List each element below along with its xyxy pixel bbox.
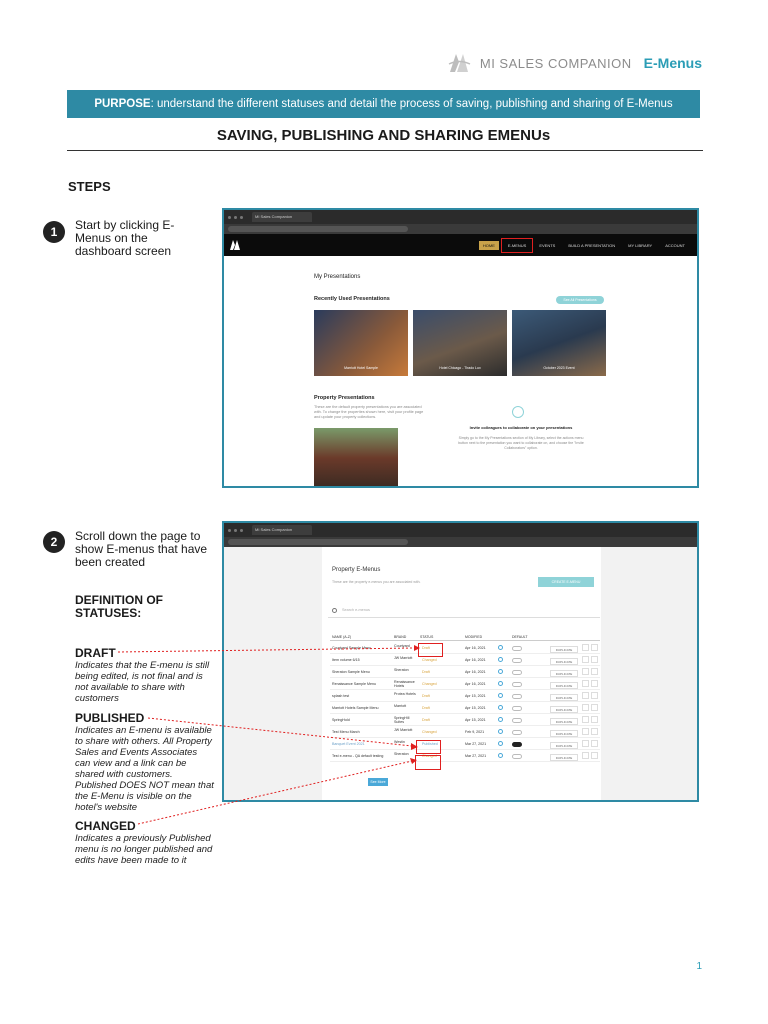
- table-row[interactable]: [330, 714, 600, 726]
- page-title: SAVING, PUBLISHING AND SHARING EMENUs: [216, 127, 551, 144]
- edit-icon[interactable]: [582, 704, 589, 711]
- create-emenu-button[interactable]: CREATE E-MENU: [538, 577, 594, 587]
- table-row[interactable]: [330, 738, 600, 750]
- row-modified: Apr 15, 2021: [465, 694, 486, 698]
- duplicate-button[interactable]: DUPLICATE: [550, 706, 578, 713]
- edit-icon[interactable]: [582, 680, 589, 687]
- status-published-name: PUBLISHED: [75, 711, 145, 725]
- info-icon[interactable]: [498, 705, 503, 710]
- purpose-bar: [67, 90, 700, 118]
- more-icon[interactable]: [591, 680, 598, 687]
- table-row[interactable]: [330, 654, 600, 666]
- browser-urlbar: [224, 224, 697, 234]
- duplicate-button[interactable]: DUPLICATE: [550, 730, 578, 737]
- presentation-thumb-1[interactable]: Marriott Hotel Sample: [314, 310, 408, 376]
- table-header: [330, 631, 600, 641]
- edit-icon[interactable]: [582, 740, 589, 747]
- more-icon[interactable]: [591, 704, 598, 711]
- status-changed-name: CHANGED: [75, 819, 136, 833]
- row-modified: Feb 9, 2021: [465, 730, 485, 734]
- row-name[interactable]: Test Menu March: [332, 730, 360, 734]
- table-row[interactable]: [330, 678, 600, 690]
- browser-urlbar: [224, 537, 697, 547]
- row-modified: Apr 15, 2021: [465, 706, 486, 710]
- default-toggle[interactable]: [512, 682, 522, 687]
- row-brand: SpringHill Suites: [394, 716, 410, 724]
- steps-heading: STEPS: [68, 179, 111, 194]
- row-modified: Apr 16, 2021: [465, 658, 486, 662]
- default-toggle[interactable]: [512, 646, 522, 651]
- row-name[interactable]: Marriott Hotels Sample Menu: [332, 706, 379, 710]
- step-2-number: 2: [43, 531, 65, 553]
- property-presentations-text: These are the default property presentations you are associated with. To change the properties shown here, visit your profile page and update your property collections.: [314, 405, 424, 419]
- left-margin: [224, 547, 322, 800]
- default-toggle[interactable]: [512, 706, 522, 711]
- property-thumb[interactable]: [314, 428, 398, 488]
- row-name[interactable]: SpringHold: [332, 718, 350, 722]
- duplicate-button[interactable]: DUPLICATE: [550, 718, 578, 725]
- row-name[interactable]: Sheraton Sample Menu: [332, 670, 370, 674]
- row-status: Changed: [422, 658, 437, 662]
- default-toggle[interactable]: [512, 670, 522, 675]
- info-icon[interactable]: [498, 741, 503, 746]
- table-row[interactable]: [330, 750, 600, 762]
- purpose-label: PURPOSE: [94, 98, 151, 110]
- col-brand: BRAND: [394, 635, 407, 639]
- step-1-text: Start by clicking E-Menus on the dashboard screen: [75, 218, 175, 258]
- row-brand: JW Marriott: [394, 656, 413, 660]
- edit-icon[interactable]: [582, 656, 589, 663]
- default-toggle[interactable]: [512, 754, 522, 759]
- more-icon[interactable]: [591, 668, 598, 675]
- my-presentations-heading: My Presentations: [314, 274, 361, 280]
- table-row[interactable]: [330, 642, 600, 654]
- screenshot-dashboard: [222, 208, 699, 488]
- nav-home[interactable]: HOME: [479, 241, 499, 250]
- highlight-draft: [418, 643, 443, 657]
- screenshot-emenus-list: [222, 521, 699, 802]
- info-icon[interactable]: [498, 681, 503, 686]
- invite-icon: [512, 406, 524, 418]
- browser-tab: MI Sales Companion: [252, 212, 312, 222]
- duplicate-button[interactable]: DUPLICATE: [550, 682, 578, 689]
- info-icon[interactable]: [498, 657, 503, 662]
- nav-events[interactable]: EVENTS: [539, 243, 556, 248]
- col-name[interactable]: NAME (A-Z): [332, 635, 352, 639]
- duplicate-button[interactable]: DUPLICATE: [550, 670, 578, 677]
- more-icon[interactable]: [591, 656, 598, 663]
- info-icon[interactable]: [498, 669, 503, 674]
- brand-name: MI SALES COMPANION: [479, 55, 632, 71]
- info-icon[interactable]: [498, 729, 503, 734]
- row-brand: Protea Hotels: [394, 692, 416, 696]
- highlight-changed: [415, 755, 441, 770]
- row-brand: Marriott: [394, 704, 407, 708]
- row-status: Changed: [422, 682, 437, 686]
- row-modified: Mar 27, 2021: [465, 742, 487, 746]
- row-status: Changed: [422, 730, 437, 734]
- row-status: Draft: [422, 694, 430, 698]
- purpose-text: : understand the different statuses and detail the process of saving, publishing and sharing of E-Menus: [150, 98, 673, 110]
- definitions-heading: DEFINITION OF STATUSES:: [75, 593, 163, 620]
- default-toggle[interactable]: [512, 658, 522, 663]
- default-toggle[interactable]: [512, 742, 522, 747]
- row-brand: Sheraton: [394, 668, 409, 672]
- duplicate-button[interactable]: DUPLICATE: [550, 646, 578, 653]
- right-margin: [601, 547, 697, 800]
- row-status: Draft: [422, 670, 430, 674]
- edit-icon[interactable]: [582, 728, 589, 735]
- row-brand: Courtyard: [394, 644, 410, 648]
- step-2-text: Scroll down the page to show E-menus that have been created: [75, 529, 208, 569]
- default-toggle[interactable]: [512, 718, 522, 723]
- col-modified: MODIFIED: [465, 635, 483, 639]
- brand-product: E-Menus: [643, 55, 702, 71]
- page-number: 1: [696, 961, 702, 972]
- row-brand: Westin: [394, 740, 405, 744]
- status-draft-desc: Indicates that the E-menu is still being edited, is not final and is not available to share with customers: [75, 660, 210, 704]
- see-more-button[interactable]: See More: [368, 778, 388, 786]
- emenus-subtext: These are the property e-menus you are associated with.: [332, 580, 421, 584]
- row-modified: Apr 16, 2021: [465, 682, 486, 686]
- row-status: Published: [422, 742, 438, 746]
- row-status: Changed: [422, 754, 437, 758]
- table-row[interactable]: [330, 690, 600, 702]
- more-icon[interactable]: [591, 740, 598, 747]
- search-bar[interactable]: [328, 604, 600, 618]
- invite-title: Invite colleagues to collaborate on your presentations: [469, 425, 573, 430]
- status-published-desc: Indicates an E-menu is available to share with others. All Property Sales and Events Associates can view and a link can be shared with customers. Published DOES NOT mean that the E-Menu is visible on the hotel's website: [75, 725, 214, 813]
- more-icon[interactable]: [591, 644, 598, 651]
- row-brand: Renaissance Hotels: [394, 680, 415, 688]
- default-toggle[interactable]: [512, 730, 522, 735]
- edit-icon[interactable]: [582, 752, 589, 759]
- search-icon: [332, 608, 337, 613]
- row-name[interactable]: Banquet Event 2021: [332, 742, 365, 746]
- title-divider: [67, 150, 703, 151]
- more-icon[interactable]: [591, 752, 598, 759]
- default-toggle[interactable]: [512, 694, 522, 699]
- duplicate-button[interactable]: DUPLICATE: [550, 754, 578, 761]
- recent-label: Recently Used Presentations: [314, 296, 390, 302]
- duplicate-button[interactable]: DUPLICATE: [550, 658, 578, 665]
- browser-tabbar: [224, 523, 697, 537]
- row-name[interactable]: Item volume 6/15: [332, 658, 360, 662]
- info-icon[interactable]: [498, 645, 503, 650]
- emenus-table: [330, 631, 602, 771]
- row-name[interactable]: Renaissance Sample Menu: [332, 682, 376, 686]
- table-row[interactable]: [330, 726, 600, 738]
- info-icon[interactable]: [498, 693, 503, 698]
- duplicate-button[interactable]: DUPLICATE: [550, 694, 578, 701]
- col-default: DEFAULT: [512, 635, 528, 639]
- edit-icon[interactable]: [582, 716, 589, 723]
- col-status: STATUS: [420, 635, 434, 639]
- browser-tab: MI Sales Companion: [252, 525, 312, 535]
- table-row[interactable]: [330, 666, 600, 678]
- invite-text: Simply go to the My Presentations section of My Library, select the actions menu button next to the presentation you want to collaborate on, and choose the "Invite Collaborators" option.: [458, 436, 584, 450]
- more-icon[interactable]: [591, 692, 598, 699]
- presentation-thumb-2[interactable]: Hotel Chicago - Tirado Lux: [413, 310, 507, 376]
- emenus-heading: Property E-Menus: [332, 567, 381, 573]
- row-modified: Apr 16, 2021: [465, 670, 486, 674]
- highlight-published: [416, 740, 441, 754]
- edit-icon[interactable]: [582, 644, 589, 651]
- row-modified: Apr 15, 2021: [465, 718, 486, 722]
- row-modified: Apr 16, 2021: [465, 646, 486, 650]
- more-icon[interactable]: [591, 728, 598, 735]
- property-presentations-label: Property Presentations: [314, 395, 375, 401]
- marriott-logo-icon: [228, 238, 242, 252]
- row-brand: Sheraton: [394, 752, 409, 756]
- app-navbar: [224, 234, 697, 256]
- browser-tabbar: [224, 210, 697, 224]
- row-name[interactable]: Courtyard Sample Menu: [332, 646, 371, 650]
- edit-icon[interactable]: [582, 668, 589, 675]
- edit-icon[interactable]: [582, 692, 589, 699]
- presentation-thumb-3[interactable]: October 2023 Event: [512, 310, 606, 376]
- row-name[interactable]: Test e-menu - QA default testing: [332, 754, 384, 758]
- row-status: Draft: [422, 646, 430, 650]
- table-row[interactable]: [330, 702, 600, 714]
- row-status: Draft: [422, 718, 430, 722]
- duplicate-button[interactable]: DUPLICATE: [550, 742, 578, 749]
- status-draft-name: DRAFT: [75, 646, 116, 660]
- nav-build-presentation[interactable]: BUILD A PRESENTATION: [568, 243, 616, 248]
- row-status: Draft: [422, 706, 430, 710]
- nav-account[interactable]: ACCOUNT: [665, 243, 685, 248]
- info-icon[interactable]: [498, 717, 503, 722]
- info-icon[interactable]: [498, 753, 503, 758]
- row-modified: Mar 27, 2021: [465, 754, 487, 758]
- step-1-number: 1: [43, 221, 65, 243]
- nav-emenus[interactable]: E-MENUS: [504, 241, 530, 250]
- search-placeholder: Search e-menus: [342, 608, 370, 612]
- see-all-button[interactable]: See All Presentations: [556, 296, 604, 304]
- row-name[interactable]: splash test: [332, 694, 350, 698]
- mi-logo-icon: [446, 50, 472, 76]
- nav-my-library[interactable]: MY LIBRARY: [628, 243, 653, 248]
- brand-header: [446, 50, 702, 76]
- more-icon[interactable]: [591, 716, 598, 723]
- status-changed-desc: Indicates a previously Published menu is no longer published and edits have been made to it: [75, 833, 213, 866]
- row-brand: JW Marriott: [394, 728, 413, 732]
